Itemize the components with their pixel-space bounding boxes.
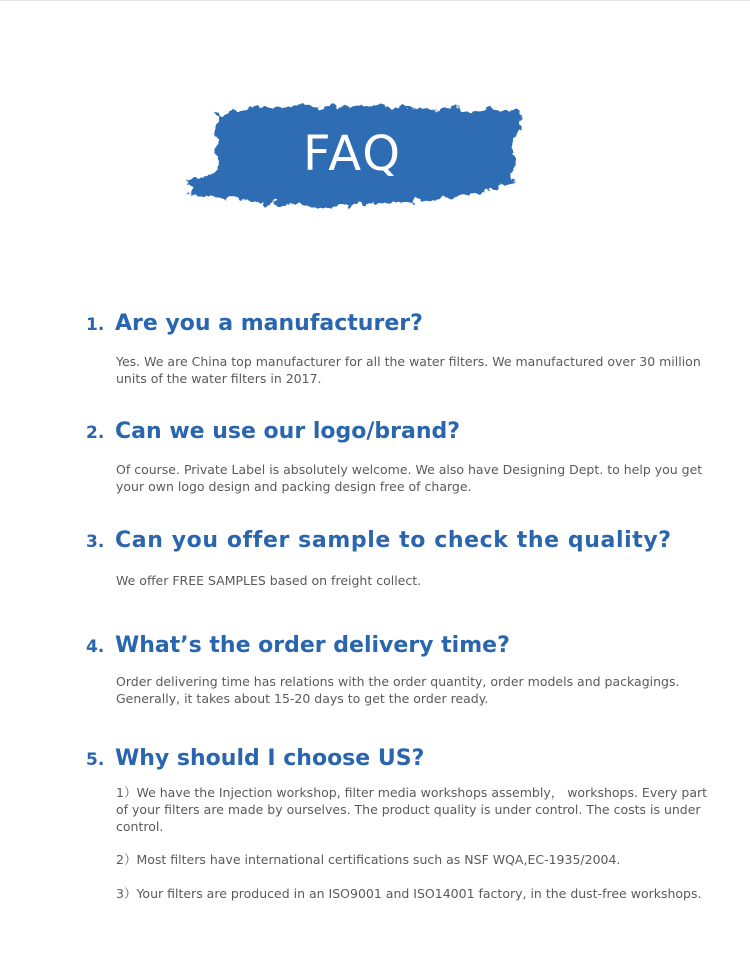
answer-line: We offer FREE SAMPLES based on freight collect.: [116, 573, 422, 588]
answer-text: [116, 461, 703, 495]
answer-line: Of course. Private Label is absolutely welcome. We also have Designing Dept. to help you get: [116, 462, 703, 477]
answer-text: [116, 572, 688, 589]
question-number: 1.: [86, 315, 105, 335]
faq-banner: [175, 92, 530, 222]
question-title: Are you a manufacturer?: [115, 311, 423, 336]
answer-line: 2）Most filters have international certifications such as NSF WQA,EC-1935/2004.: [116, 852, 621, 867]
question-number: 5.: [86, 750, 105, 770]
answer-line: 3）Your filters are produced in an ISO9001 and ISO14001 factory, in the dust-free workshops.: [116, 886, 702, 901]
faq-title: FAQ: [303, 126, 402, 182]
answer-line: 1）We have the Injection workshop, filter media workshops assembly， workshops. Every part: [116, 785, 708, 800]
answer-line: units of the water filters in 2017.: [116, 371, 322, 386]
answer-line: of your filters are made by ourselves. The product quality is under control. The costs is under: [116, 802, 701, 817]
question-number: 4.: [86, 637, 105, 657]
answer-line: Yes. We are China top manufacturer for all the water filters. We manufactured over 30 million: [116, 354, 701, 369]
question-title: What’s the order delivery time?: [115, 633, 510, 658]
question-title: Can we use our logo/brand?: [115, 419, 461, 444]
question-number: 2.: [86, 423, 105, 443]
answer-text: [116, 353, 701, 387]
question-title: Why should I choose US?: [115, 746, 425, 771]
answer-line: control.: [116, 819, 164, 834]
answer-point: [116, 851, 688, 868]
answer-point: [116, 885, 702, 902]
question-number: 3.: [86, 532, 105, 552]
top-divider: [0, 0, 750, 1]
answer-line: your own logo design and packing design free of charge.: [116, 479, 472, 494]
question-title: Can you offer sample to check the quality?: [115, 528, 672, 553]
answer-text: [116, 673, 688, 707]
answer-text: [116, 784, 708, 835]
answer-line: Generally, it takes about 15-20 days to get the order ready.: [116, 691, 489, 706]
answer-line: Order delivering time has relations with the order quantity, order models and packagings.: [116, 674, 680, 689]
